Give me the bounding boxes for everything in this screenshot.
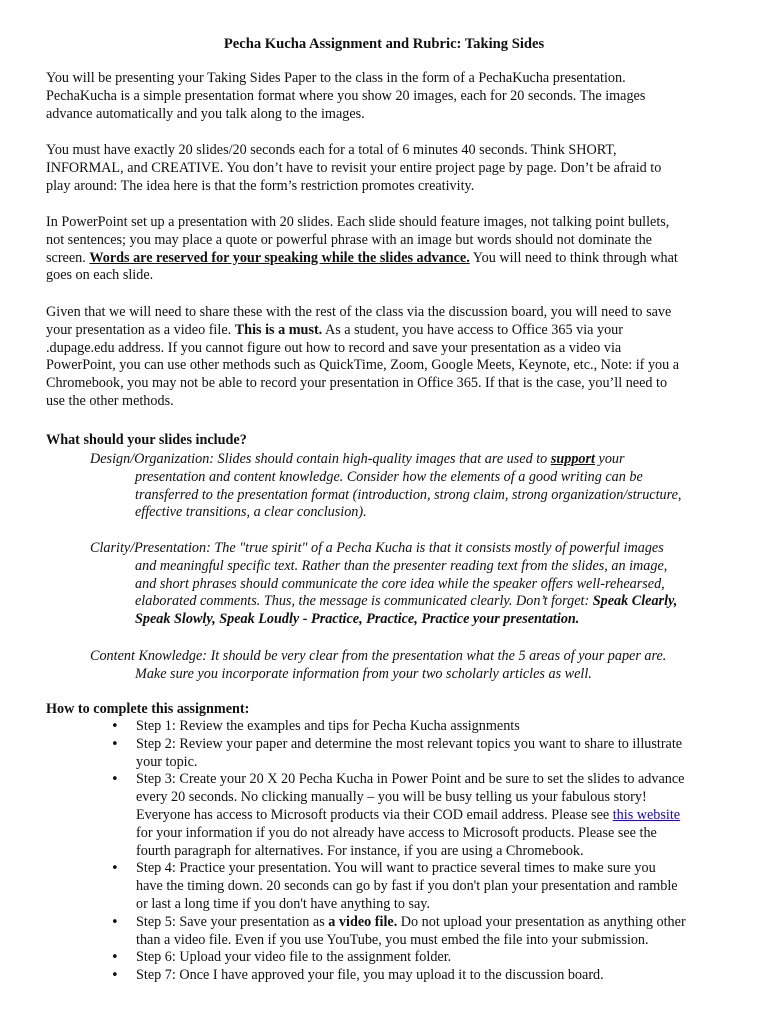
text-line: • Step 3: Create your 20 X 20 Pecha Kucha in Power Point and be sure to set the slides to advance (136, 771, 685, 788)
text-line: use the other methods. (46, 392, 174, 409)
text-line: • Step 6: Upload your video file to the assignment folder. (136, 949, 452, 966)
text-line: You will be presenting your Taking Sides Paper to the class in the form of a PechaKucha presentation. (46, 70, 626, 86)
text-run: As a student, you have access to Office 365 via your (322, 321, 623, 338)
step-1 (110, 718, 735, 736)
emphasis-speak-clearly: Speak Clearly, (592, 593, 678, 610)
text-line: .dupage.edu address. If you cannot figure out how to record and save your presentation as a video via (46, 339, 622, 356)
section-heading-howto: How to complete this assignment: (46, 701, 250, 717)
emphasis-practice: Speak Slowly, Speak Loudly - Practice, Practice, Practice your presentation. (135, 611, 580, 628)
step-5 (110, 914, 735, 950)
text-line: Content Knowledge: It should be very clear from the presentation what the 5 areas of your paper are. (90, 648, 667, 664)
intro-paragraph-3 (46, 214, 736, 285)
emphasis-video-file: a video file. (328, 913, 398, 930)
section-heading-slides: What should your slides include? (46, 432, 247, 448)
intro-paragraph-4 (46, 304, 736, 411)
text-line (90, 593, 740, 611)
text-line: Clarity/Presentation: The "true spirit" of a Pecha Kucha is that it consists mostly of powerful images (90, 540, 664, 556)
text-line: PowerPoint, you can use other methods such as QuickTime, Zoom, Google Meets, Keynote, etc., Note: if you a (46, 357, 680, 374)
text-line (46, 322, 736, 340)
text-run: You will need to think through what (469, 249, 678, 266)
step-3 (110, 771, 735, 860)
text-line: transferred to the presentation format (introduction, strong claim, strong organization/structure, (135, 486, 682, 503)
text-line: Given that we will need to share these with the rest of the class via the discussion board, you will need to save (46, 304, 672, 320)
text-line: or last a long time if you don't have anything to say. (136, 895, 431, 912)
text-line: and meaningful specific text. Rather than the presenter reading text from the slides, an image, (135, 557, 668, 574)
text-line: • Step 7: Once I have approved your file, you may upload it to the discussion board. (136, 967, 604, 984)
text-line: not sentences; you may place a quote or powerful phrase with an image but words should not dominate the (46, 231, 652, 248)
emphasis-must: This is a must. (234, 321, 323, 338)
text-line: your topic. (136, 753, 198, 770)
text-line: every 20 seconds. No clicking manually – you will be busy telling us your fabulous story! (136, 789, 647, 806)
text-line: advance automatically and you talk along to the images. (46, 105, 365, 122)
text-line (90, 451, 740, 469)
emphasis-words-reserved: Words are reserved for your speaking while the slides advance. (89, 249, 470, 266)
text-line: than a video file. Even if you use YouTube, you must embed the file into your submission. (136, 931, 649, 948)
criterion-design (90, 451, 740, 522)
intro-paragraph-2 (46, 142, 736, 195)
emphasis-support: support (550, 451, 595, 467)
text-line: PechaKucha is a simple presentation format where you show 20 images, each for 20 seconds. The images (46, 87, 646, 104)
step-6 (110, 949, 735, 967)
text-run: screen. (46, 249, 90, 266)
text-line: INFORMAL, and CREATIVE. You don’t have to revisit your entire project page by page. Don’t be afraid to (46, 159, 662, 176)
document-title: Pecha Kucha Assignment and Rubric: Taking Sides (223, 36, 545, 52)
text-run: Step 5: Save your presentation as (136, 913, 329, 930)
text-line: play around: The idea here is that the form’s restriction promotes creativity. (46, 177, 475, 194)
text-line: for your information if you do not already have access to Microsoft products. Please see the (136, 824, 657, 841)
text-line: In PowerPoint set up a presentation with 20 slides. Each slide should feature images, not talking point bullets, (46, 214, 670, 230)
step-2 (110, 736, 735, 772)
text-line: Make sure you incorporate information from your two scholarly articles as well. (135, 665, 592, 682)
step-4 (110, 860, 735, 913)
step-7 (110, 967, 735, 985)
text-line: effective transitions, a clear conclusion). (135, 504, 367, 521)
text-run: your presentation as a video file. (46, 321, 235, 338)
text-line: • Step 4: Practice your presentation. You will want to practice several times to make sure you (136, 860, 656, 877)
intro-paragraph-1 (46, 70, 736, 123)
text-line: Chromebook, you may not be able to record your presentation in Office 365. If that is the case, you’ll need to (46, 375, 668, 392)
text-line: have the timing down. 20 seconds can go by fast if you don't plan your presentation and ramble (136, 878, 678, 895)
text-line (136, 807, 735, 825)
text-line: presentation and content knowledge. Consider how the elements of a good writing can be (135, 468, 643, 485)
text-line (136, 914, 735, 932)
text-line: goes on each slide. (46, 267, 154, 284)
text-run: Design/Organization: Slides should contain high-quality images that are used to (90, 451, 551, 467)
this-website-link[interactable]: this website (612, 806, 681, 823)
text-line: and short phrases should communicate the core idea while the speaker offers well-rehearsed, (135, 575, 665, 592)
text-line: You must have exactly 20 slides/20 seconds each for a total of 6 minutes 40 seconds. Think SHORT, (46, 142, 617, 158)
criterion-content (90, 648, 740, 684)
text-run: Do not upload your presentation as anything other (397, 913, 686, 930)
text-line: • Step 1: Review the examples and tips for Pecha Kucha assignments (136, 718, 520, 734)
text-line: fourth paragraph for alternatives. For instance, if you are using a Chromebook. (136, 842, 584, 859)
text-line (46, 250, 736, 268)
text-run: your (594, 451, 625, 467)
text-line: • Step 2: Review your paper and determine the most relevant topics you want to share to illustrate (136, 735, 683, 752)
text-run: Everyone has access to Microsoft products via their COD email address. Please see (136, 806, 613, 823)
text-run: elaborated comments. Thus, the message is communicated clearly. Don’t forget: (135, 593, 593, 610)
criterion-clarity (90, 540, 740, 629)
steps-list (110, 718, 735, 985)
